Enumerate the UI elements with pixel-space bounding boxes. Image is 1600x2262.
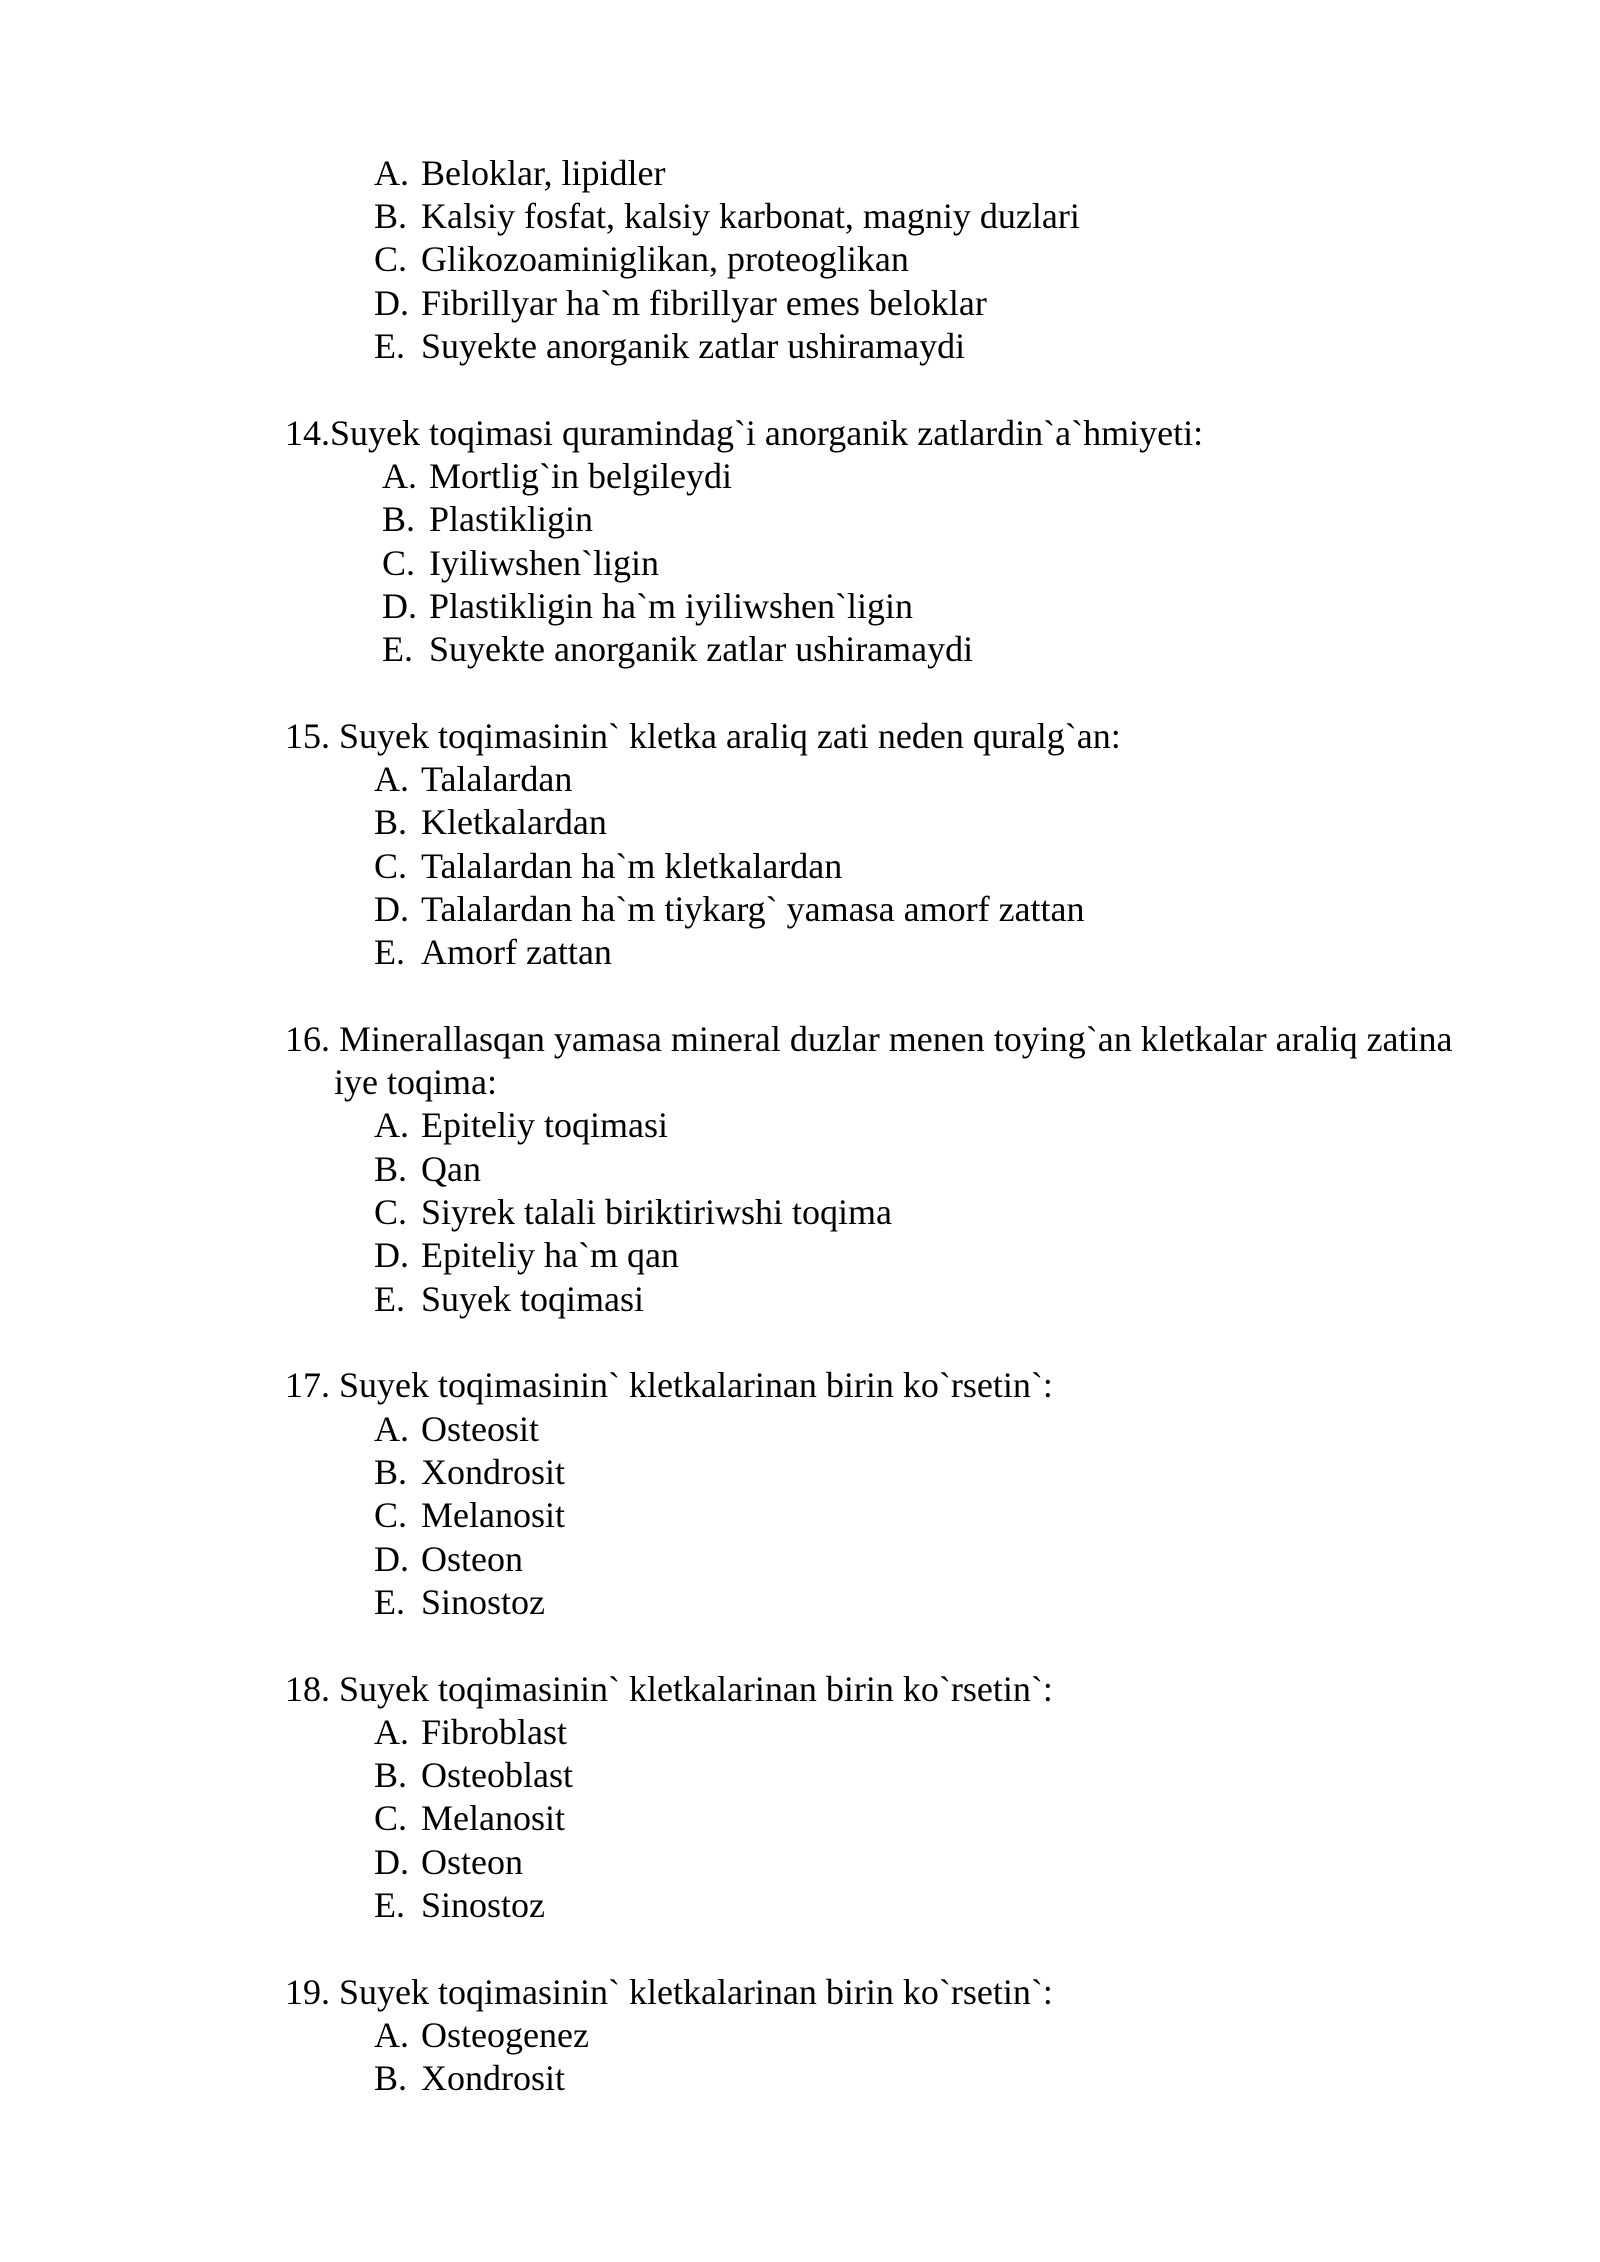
option-text: Talalardan bbox=[421, 759, 573, 799]
option-letter: B. bbox=[374, 1452, 408, 1492]
option-letter: D. bbox=[374, 889, 409, 929]
option-letter: D. bbox=[374, 1235, 409, 1275]
option-letter: D. bbox=[382, 586, 417, 626]
option-letter: A. bbox=[374, 1712, 409, 1752]
question-number: 17. bbox=[285, 1365, 330, 1405]
option-letter: C. bbox=[374, 1798, 408, 1838]
question-text: Suyek toqimasinin` kletkalarinan birin ko`rsetin`: bbox=[339, 1365, 1053, 1405]
option-letter: A. bbox=[374, 1409, 409, 1449]
option-letter: A. bbox=[374, 2015, 409, 2055]
option-text: Glikozoaminiglikan, proteoglikan bbox=[421, 239, 909, 279]
question-number: 15. bbox=[285, 716, 330, 756]
option-letter: C. bbox=[374, 1192, 408, 1232]
option-text: Iyiliwshen`ligin bbox=[429, 543, 659, 583]
option-text: Osteogenez bbox=[421, 2015, 589, 2055]
option-letter: C. bbox=[382, 543, 416, 583]
option-letter: B. bbox=[374, 2058, 408, 2098]
option-text: Epiteliy ha`m qan bbox=[421, 1235, 679, 1275]
option-letter: B. bbox=[374, 1755, 408, 1795]
question-text: Minerallasqan yamasa mineral duzlar menen toying`an kletkalar araliq zatina bbox=[339, 1019, 1453, 1059]
option-letter: A. bbox=[374, 759, 409, 799]
question-line bbox=[285, 715, 1121, 758]
question-number: 14. bbox=[285, 413, 330, 453]
option-text: Talalardan ha`m kletkalardan bbox=[421, 846, 843, 886]
question-text: iye toqima: bbox=[334, 1062, 497, 1102]
option-text: Kletkalardan bbox=[421, 802, 607, 842]
option-text: Talalardan ha`m tiykarg` yamasa amorf zattan bbox=[421, 889, 1085, 929]
option-text: Sinostoz bbox=[421, 1885, 546, 1925]
option-text: Osteon bbox=[421, 1539, 523, 1579]
question-text: Suyek toqimasinin` kletkalarinan birin ko`rsetin`: bbox=[339, 1669, 1053, 1709]
option-letter: E. bbox=[374, 1885, 405, 1925]
option-text: Xondrosit bbox=[421, 1452, 565, 1492]
question-line bbox=[285, 1971, 1053, 2014]
option-letter: E. bbox=[374, 932, 405, 972]
option-letter: E. bbox=[374, 1582, 405, 1622]
option-letter: D. bbox=[374, 283, 409, 323]
option-text: Siyrek talali biriktiriwshi toqima bbox=[421, 1192, 892, 1232]
option-text: Suyek toqimasi bbox=[421, 1279, 644, 1319]
option-letter: C. bbox=[374, 239, 408, 279]
option-text: Amorf zattan bbox=[421, 932, 612, 972]
question-line-continued bbox=[334, 1061, 497, 1104]
option-text: Suyekte anorganik zatlar ushiramaydi bbox=[429, 629, 974, 669]
option-text: Beloklar, lipidler bbox=[421, 153, 666, 193]
option-letter: E. bbox=[374, 1279, 405, 1319]
question-text: Suyek toqimasi quramindag`i anorganik zatlardin`a`hmiyeti: bbox=[330, 413, 1204, 453]
option-letter: E. bbox=[374, 326, 405, 366]
option-text: Suyekte anorganik zatlar ushiramaydi bbox=[421, 326, 966, 366]
option-letter: A. bbox=[374, 1105, 409, 1145]
question-line bbox=[285, 412, 1203, 455]
option-letter: B. bbox=[374, 196, 408, 236]
option-letter: B. bbox=[382, 499, 416, 539]
option-text: Melanosit bbox=[421, 1495, 565, 1535]
option-text: Mortlig`in belgileydi bbox=[429, 456, 732, 496]
question-line bbox=[285, 1668, 1053, 1711]
option-text: Xondrosit bbox=[421, 2058, 565, 2098]
option-text: Melanosit bbox=[421, 1798, 565, 1838]
option-text: Qan bbox=[421, 1149, 481, 1189]
option-text: Osteosit bbox=[421, 1409, 540, 1449]
option-text: Kalsiy fosfat, kalsiy karbonat, magniy duzlari bbox=[421, 196, 1080, 236]
option-letter: A. bbox=[374, 153, 409, 193]
question-line bbox=[285, 1018, 1453, 1061]
option-text: Fibroblast bbox=[421, 1712, 568, 1752]
option-letter: C. bbox=[374, 1495, 408, 1535]
option-letter: D. bbox=[374, 1539, 409, 1579]
option-text: Sinostoz bbox=[421, 1582, 546, 1622]
option-text: Osteon bbox=[421, 1842, 523, 1882]
option-text: Fibrillyar ha`m fibrillyar emes beloklar bbox=[421, 283, 987, 323]
option-letter: C. bbox=[374, 846, 408, 886]
option-text: Epiteliy toqimasi bbox=[421, 1105, 668, 1145]
question-line bbox=[285, 1364, 1053, 1407]
option-letter: B. bbox=[374, 1149, 408, 1189]
option-letter: B. bbox=[374, 802, 408, 842]
question-number: 16. bbox=[285, 1019, 330, 1059]
option-text: Plastikligin bbox=[429, 499, 594, 539]
question-number: 18. bbox=[285, 1669, 330, 1709]
option-letter: E. bbox=[382, 629, 413, 669]
question-text: Suyek toqimasinin` kletka araliq zati neden quralg`an: bbox=[339, 716, 1121, 756]
question-number: 19. bbox=[285, 1972, 330, 2012]
question-text: Suyek toqimasinin` kletkalarinan birin ko`rsetin`: bbox=[339, 1972, 1053, 2012]
option-letter: D. bbox=[374, 1842, 409, 1882]
option-text: Plastikligin ha`m iyiliwshen`ligin bbox=[429, 586, 913, 626]
option-text: Osteoblast bbox=[421, 1755, 573, 1795]
option-letter: A. bbox=[382, 456, 417, 496]
